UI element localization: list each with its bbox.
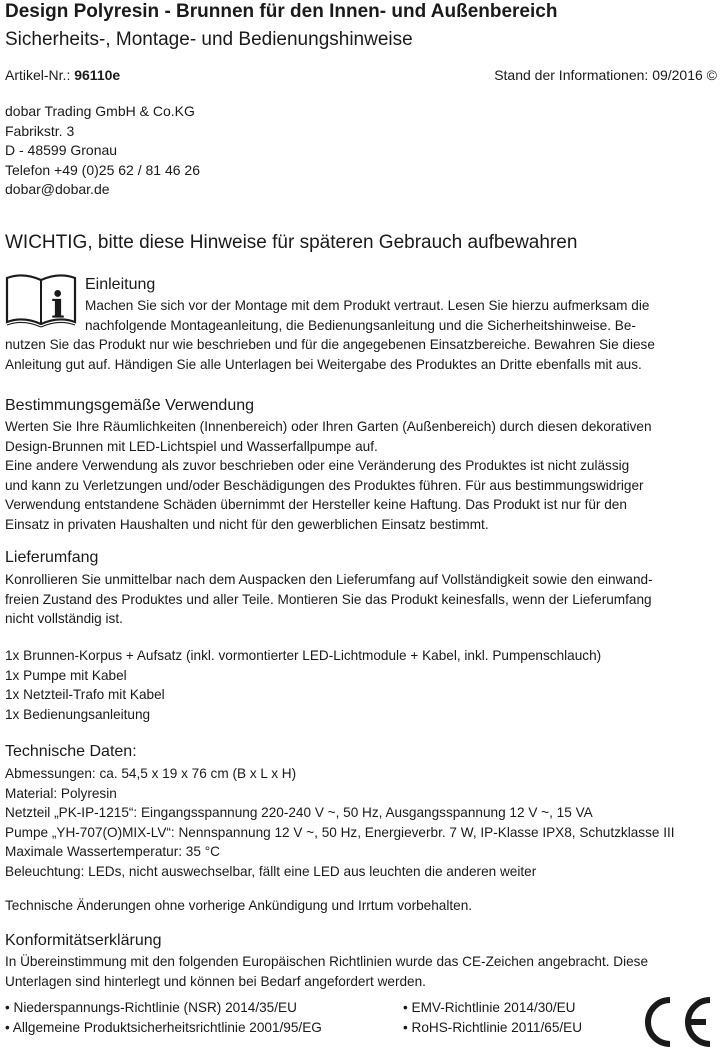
text-line: nicht vollständig ist. — [5, 611, 123, 626]
address-line: Telefon +49 (0)25 62 / 81 46 26 — [5, 161, 200, 178]
list-item: • EMV-Richtlinie 2014/30/EU — [403, 1000, 576, 1015]
document-title: Design Polyresin - Brunnen für den Innen- und Außenbereich — [5, 1, 558, 22]
tech-note — [5, 896, 472, 916]
address-line: D - 48599 Gronau — [5, 142, 118, 158]
address-line: dobar Trading GmbH & Co.KG — [5, 103, 195, 119]
intro-text — [5, 335, 655, 374]
text-line: nachfolgende Montageanleitung, die Bedienungsanleitung und die Sicherheitshinweise. Be- — [85, 317, 636, 333]
list-item: • RoHS-Richtlinie 2011/65/EU — [403, 1019, 583, 1035]
text-line: Konrollieren Sie unmittelbar nach dem Auspacken den Lieferumfang auf Vollständigkeit sowie den einwand- — [5, 572, 653, 587]
info-book-icon — [5, 272, 77, 328]
text-line: Netzteil „PK-IP-1215“: Eingangsspannung 220-240 V ~, 50 Hz, Ausgangsspannung 12 V ~, 15 VA — [5, 805, 593, 820]
conformity-bullets-right — [403, 998, 582, 1037]
text-line: Technische Änderungen ohne vorherige Ankündigung und Irrtum vorbehalten. — [5, 898, 473, 913]
text-line: In Übereinstimmung mit den folgenden Europäischen Richtlinien wurde das CE-Zeichen angebracht. Diese — [5, 954, 649, 969]
list-item: 1x Bedienungsanleitung — [5, 706, 151, 722]
article-label: Artikel-Nr.: — [5, 67, 75, 83]
text-line: Design-Brunnen mit LED-Lichtspiel und Wasserfallpumpe auf. — [5, 438, 378, 454]
tech-data — [5, 764, 675, 881]
text-line: Werten Sie Ihre Räumlichkeiten (Innenbereich) oder Ihren Garten (Außenbereich) durch diesen dekorativen — [5, 419, 652, 434]
important-notice: WICHTIG, bitte diese Hinweise für späteren Gebrauch aufbewahren — [5, 232, 578, 253]
meta-row — [5, 66, 717, 84]
list-item: 1x Netzteil-Trafo mit Kabel — [5, 687, 165, 702]
text-line: freien Zustand des Produktes und aller Teile. Montieren Sie das Produkt keinesfalls, wenn der Lieferumfang — [5, 591, 652, 607]
delivery-text — [5, 570, 653, 629]
text-line: Maximale Wassertemperatur: 35 °C — [5, 844, 220, 859]
info-letter: i — [51, 285, 65, 327]
delivery-items — [5, 646, 601, 724]
list-item: 1x Pumpe mit Kabel — [5, 667, 127, 683]
list-item: 1x Brunnen-Korpus + Aufsatz (inkl. vormontierter LED-Lichtmodule + Kabel, inkl. Pumpenschlauch) — [5, 648, 602, 663]
info-status: Stand der Informationen: 09/2016 © — [494, 67, 717, 83]
list-item: • Niederspannungs-Richtlinie (NSR) 2014/35/EU — [5, 1000, 297, 1015]
text-line: Unterlagen sind hinterlegt und können bei Bedarf angefordert werden. — [5, 973, 426, 989]
ce-mark-icon — [640, 994, 716, 1050]
text-line: Machen Sie sich vor der Montage mit dem Produkt vertraut. Lesen Sie hierzu aufmerksam die — [85, 298, 650, 313]
usage-heading: Bestimmungsgemäße Verwendung — [5, 397, 255, 414]
document-subtitle: Sicherheits-, Montage- und Bedienungshinweise — [5, 29, 413, 50]
intro-text-indented — [85, 296, 649, 335]
article-number: 96110e — [74, 67, 121, 83]
list-item: • Allgemeine Produktsicherheitsrichtlinie 2001/95/EG — [5, 1019, 322, 1035]
address-email: dobar@dobar.de — [5, 181, 110, 197]
intro-heading: Einleitung — [85, 276, 156, 293]
text-line: Eine andere Verwendung als zuvor beschrieben oder eine Veränderung des Produktes ist nicht zulässig — [5, 458, 630, 473]
conformity-heading: Konformitätserklärung — [5, 932, 162, 949]
text-line: Material: Polyresin — [5, 785, 117, 801]
text-line: Anleitung gut auf. Händigen Sie alle Unterlagen bei Weitergabe des Produktes an Dritte ebenfalls mit aus. — [5, 356, 642, 372]
text-line: Beleuchtung: LEDs, nicht auswechselbar, fällt eine LED aus leuchten die anderen weiter — [5, 863, 537, 879]
company-address — [5, 102, 200, 200]
text-line: nutzen Sie das Produkt nur wie beschrieben und für die angegebenen Einsatzbereiche. Bewahren Sie diese — [5, 337, 655, 352]
tech-heading: Technische Daten: — [5, 743, 137, 760]
text-line: Verwendung entstandene Schäden übernimmt der Hersteller keine Haftung. Das Produkt ist nur für den — [5, 497, 627, 512]
text-line: Einsatz in privaten Haushalten und nicht für den gewerblichen Einsatz bestimmt. — [5, 516, 489, 532]
text-line: und kann zu Verletzungen und/oder Beschädigungen des Produktes führen. Für aus bestimmungswidriger — [5, 477, 644, 493]
conformity-bullets-left — [5, 998, 322, 1037]
text-line: Abmessungen: ca. 54,5 x 19 x 76 cm (B x L x H) — [5, 766, 297, 781]
usage-text — [5, 417, 652, 534]
text-line: Pumpe „YH-707(O)MIX-LV“: Nennspannung 12 V ~, 50 Hz, Energieverbr. 7 W, IP-Klasse IPX8, Schutzklasse III — [5, 824, 675, 840]
delivery-heading: Lieferumfang — [5, 549, 99, 566]
conformity-text — [5, 952, 648, 991]
address-line: Fabrikstr. 3 — [5, 122, 75, 139]
